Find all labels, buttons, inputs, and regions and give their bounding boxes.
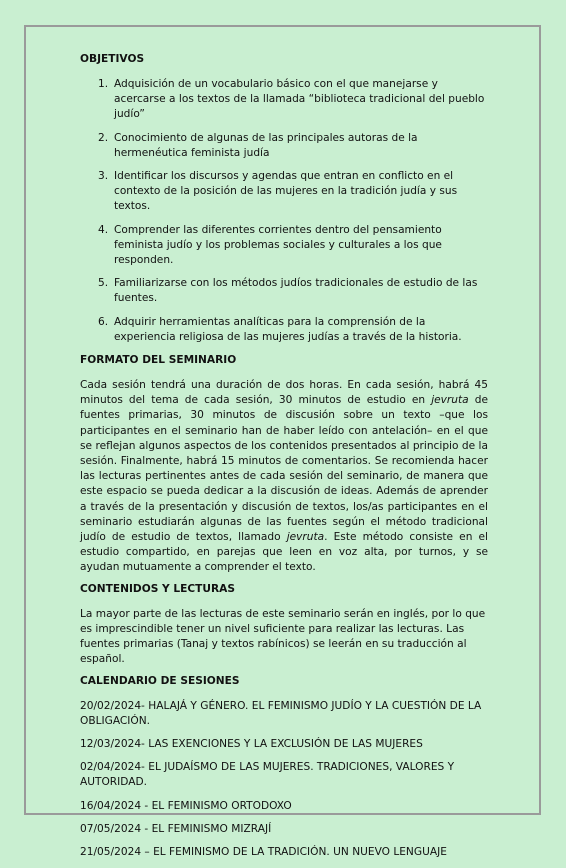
formato-text-1: Cada sesión tendrá una duración de dos horas. En cada sesión, habrá 45 minutos del tema de cada sesión, 30 minutos de estudio en (80, 379, 488, 407)
list-item (80, 77, 488, 123)
session-item: 20/02/2024- HALAJÁ Y GÉNERO. EL FEMINISMO JUDÍO Y LA CUESTIÓN DE LA OBLIGACIÓN. (80, 699, 482, 727)
session-item: 16/04/2024 - EL FEMINISMO ORTODOXO (80, 799, 292, 812)
formato-heading: FORMATO DEL SEMINARIO (80, 354, 237, 367)
calendario-heading: CALENDARIO DE SESIONES (80, 674, 240, 687)
list-number: 1. (98, 78, 109, 90)
contenidos-heading: CONTENIDOS Y LECTURAS (80, 582, 235, 595)
session-item: 12/03/2024- LAS EXENCIONES Y LA EXCLUSIÓN DE LAS MUJERES (80, 737, 423, 750)
list-text: Identificar los discursos y agendas que entran en conflicto en el contexto de la posición de las mujeres en la tradición judía y sus textos. (114, 170, 458, 213)
document-body (80, 52, 488, 868)
list-item (80, 315, 488, 345)
formato-text-3: . Este método consiste en el estudio compartido, en parejas que leen en voz alta, por turnos, y se ayudan mutuamente a comprender el texto. (80, 531, 488, 574)
session-item: 02/04/2024- EL JUDAÍSMO DE LAS MUJERES. TRADICIONES, VALORES Y AUTORIDAD. (80, 761, 455, 789)
list-item (80, 223, 488, 269)
contenidos-paragraph: La mayor parte de las lecturas de este seminario serán en inglés, por lo que es imprescindible tener un nivel suficiente para realizar las lecturas. Las fuentes primarias (Tanaj y textos rabínicos) se leerán en su traducción al español. (80, 607, 486, 666)
list-number: 6. (98, 315, 109, 328)
session-item: 21/05/2024 – EL FEMINISMO DE LA TRADICIÓN. UN NUEVO LENGUAJE (80, 845, 447, 858)
list-item (80, 169, 488, 215)
list-item (80, 131, 488, 161)
objetivos-heading: OBJETIVOS (80, 53, 145, 65)
list-number: 2. (98, 131, 109, 144)
list-number: 3. (98, 170, 109, 183)
list-text: Familiarizarse con los métodos judíos tradicionales de estudio de las fuentes. (114, 277, 478, 305)
objetivos-list (80, 77, 488, 345)
formato-paragraph (80, 378, 488, 576)
list-text: Conocimiento de algunas de las principales autoras de la hermenéutica feminista judía (114, 131, 418, 159)
jevruta-term: jevruta (431, 394, 469, 407)
jevruta-term: jevruta (286, 531, 325, 544)
list-text: Adquirir herramientas analíticas para la comprensión de la experiencia religiosa de las mujeres judías a través de la historia. (114, 315, 462, 343)
formato-text-2: de fuentes primarias, 30 minutos de discusión sobre un texto –que los participantes en el seminario han de haber leído con antelación– en el que se reflejan algunos aspectos de los contenidos presentados al principio de la sesión. Finalmente, habrá 15 minutos de comentarios. Se recomienda hacer las lecturas pertinentes antes de cada sesión del seminario, de manera que este espacio se pueda dedicar a la discusión de ideas. Además de aprender a través de la presentación y discusión de textos, los/as participantes en el seminario estudiarán algunas de las fuentes según el método tradicional judío de estudio de textos, llamado (80, 394, 488, 544)
list-item (80, 276, 488, 306)
session-item: 07/05/2024 - EL FEMINISMO MIZRAJÍ (80, 822, 272, 835)
list-number: 4. (98, 223, 109, 236)
list-text: Adquisición de un vocabulario básico con el que manejarse y acercarse a los textos de la llamada “biblioteca tradicional del pueblo judío” (114, 78, 485, 121)
list-text: Comprender las diferentes corrientes dentro del pensamiento feminista judío y los problemas sociales y culturales a los que responden. (114, 223, 442, 267)
list-number: 5. (98, 277, 109, 290)
